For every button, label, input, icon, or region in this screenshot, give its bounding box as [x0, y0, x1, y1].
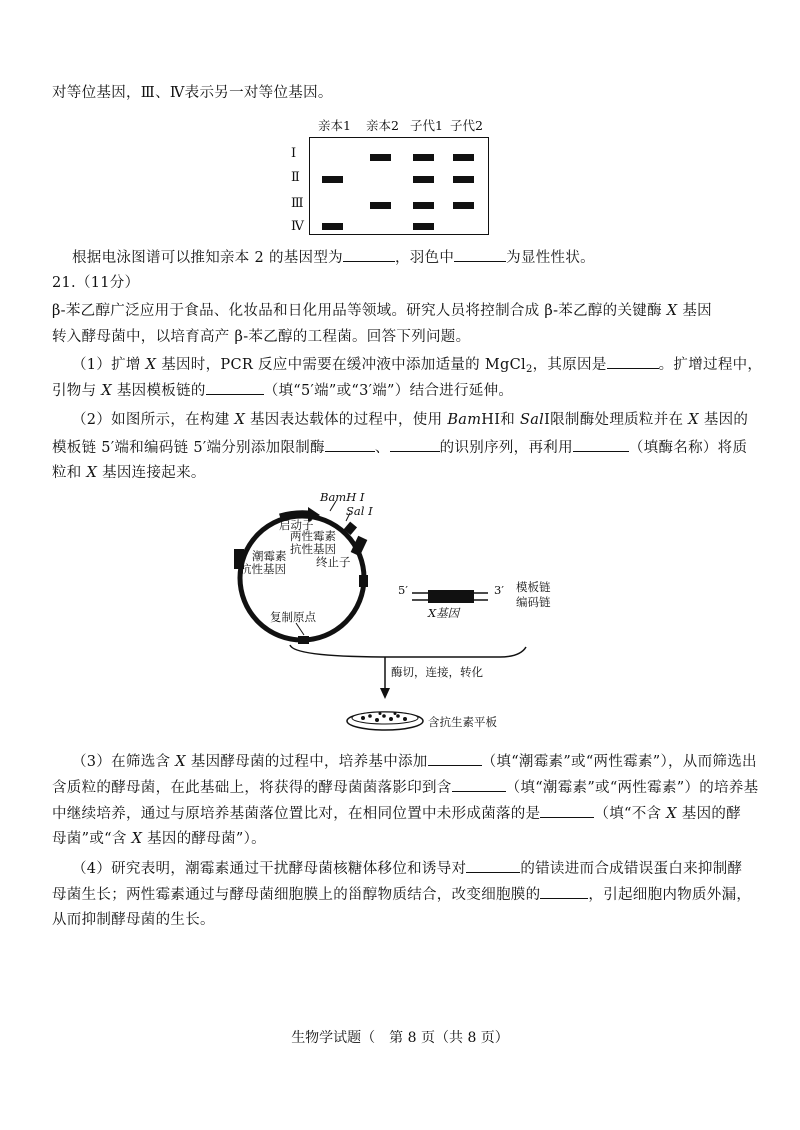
text: β-苯乙醇广泛应用于食品、化妆品和日化用品等领域。研究人员将控制合成 β-苯乙醇的关键酶: [52, 303, 662, 319]
text: X: [688, 412, 699, 428]
text: 基因的酵: [681, 806, 741, 822]
text: X: [145, 357, 157, 373]
origin-block: [298, 636, 309, 644]
text: 。扩增过程中，: [658, 357, 763, 373]
gel-band: [453, 176, 474, 183]
gel-band: [453, 154, 474, 161]
text: （填“不含: [594, 806, 662, 822]
text: 基因: [682, 303, 712, 319]
answer-blank[interactable]: [607, 354, 659, 369]
text: 含质粒的酵母菌，在此基础上，将获得的酵母菌菌落影印到含: [52, 780, 452, 796]
text: 的错读进而合成错误蛋白来抑制酵: [520, 861, 743, 877]
answer-blank[interactable]: [206, 380, 264, 395]
gel-band: [453, 202, 474, 209]
colony: [368, 714, 372, 718]
colony: [403, 717, 407, 721]
text: 基因酵母菌的过程中，培养基中添加: [190, 754, 428, 770]
q21-part4-line3: 从而抑制酵母菌的生长。: [52, 912, 215, 928]
label-template-strand: 模板链: [516, 580, 551, 594]
label-hygromycin-1: 潮霉素: [252, 549, 287, 563]
label-bamhi: BamH Ⅰ: [320, 490, 365, 504]
gel-header-parent2: 亲本2: [366, 118, 399, 133]
text: （填“5′端”或“3′端”）结合进行延伸。: [263, 383, 514, 399]
label-coding-strand: 编码链: [516, 595, 551, 609]
text: 基因时，PCR 反应中需要在缓冲液中添加适量的 MgCl: [161, 357, 526, 373]
gel-band: [413, 176, 434, 183]
text: Ⅰ限制酶处理质粒并在: [544, 412, 684, 428]
text: 基因模板链的: [116, 383, 206, 399]
gel-band: [322, 223, 343, 230]
q21-part1-line2: [52, 380, 513, 401]
question-number: 21.（11分）: [52, 275, 140, 291]
text: ，其原因是: [532, 357, 607, 373]
text: ，引起细胞内物质外漏，: [588, 887, 752, 903]
text: 母菌生长；两性霉素通过与酵母菌细胞膜上的甾醇物质结合，改变细胞膜的: [52, 887, 541, 903]
label-origin: 复制原点: [270, 610, 316, 624]
text: 根据电泳图谱可以推知亲本 2 的基因型为: [72, 250, 343, 266]
answer-blank[interactable]: [325, 437, 375, 452]
colony: [396, 714, 400, 718]
gel-header-parent1: 亲本1: [318, 118, 351, 133]
gel-band: [413, 202, 434, 209]
text: 2: [525, 364, 533, 375]
text: （4）研究表明，潮霉素通过干扰酵母菌核糖体移位和诱导对: [72, 861, 467, 877]
text: 的识别序列，再利用: [439, 440, 573, 456]
q21-part2-line3: [52, 463, 206, 483]
label-amphotericin-1: 两性霉素: [290, 529, 336, 543]
text: （填“潮霉素”或“两性霉素”）的培养基: [505, 780, 759, 796]
gel-band: [370, 154, 391, 161]
text: （填“潮霉素”或“两性霉素”），从而筛选出: [481, 754, 757, 770]
text: Sal: [519, 412, 545, 428]
gel-band: [413, 223, 434, 230]
page-footer: 生物学试题（ 第 8 页（共 8 页）: [291, 1030, 509, 1046]
colony: [394, 712, 397, 715]
q21-part3-line4: [52, 829, 266, 849]
text: X: [666, 303, 678, 319]
label-plate: 含抗生素平板: [428, 715, 497, 729]
label-three-prime: 3′: [494, 583, 504, 597]
gel-band: [370, 202, 391, 209]
q21-part3-line3: [52, 803, 741, 824]
q21-intro-2: 转入酵母菌中，以培育高产 β-苯乙醇的工程菌。回答下列问题。: [52, 329, 471, 345]
text: ，羽色中: [394, 250, 455, 266]
text: 中继续培养，通过与原培养基菌落位置比对，在相同位置中未形成菌落的是: [52, 806, 541, 822]
answer-blank[interactable]: [428, 751, 482, 766]
text: Bam: [447, 412, 482, 428]
text: H: [481, 412, 495, 428]
gel-band: [322, 176, 343, 183]
label-promoter: 启动子: [279, 518, 314, 532]
colony: [389, 717, 393, 721]
label-x-gene: X基因: [428, 606, 460, 620]
gel-box: [309, 137, 489, 235]
gel-row-label-3: Ⅲ: [291, 196, 304, 211]
q20-conclusion: [72, 247, 595, 268]
text: X: [234, 412, 246, 428]
answer-blank[interactable]: [452, 777, 506, 792]
gel-row-label-4: Ⅳ: [291, 219, 304, 234]
text: X: [175, 754, 186, 770]
answer-blank[interactable]: [390, 437, 440, 452]
answer-blank[interactable]: [540, 803, 594, 818]
q21-part2-line2: [52, 437, 747, 458]
colony: [375, 718, 379, 722]
answer-blank[interactable]: [540, 884, 588, 899]
text: Ⅰ和: [494, 412, 516, 428]
text: X: [101, 383, 112, 399]
label-five-prime: 5′: [398, 583, 408, 597]
process-arrowhead: [380, 688, 390, 699]
answer-blank[interactable]: [573, 437, 629, 452]
text: （3）在筛选含: [72, 754, 171, 770]
terminator-block: [359, 575, 368, 587]
brace: [290, 645, 526, 657]
text: 基因表达载体的过程中，使用: [250, 412, 443, 428]
q21-part3-line1: [72, 751, 757, 772]
q21-intro-1: [52, 301, 712, 321]
q21-part3-line2: [52, 777, 758, 798]
text: X: [666, 806, 677, 822]
colony: [382, 714, 386, 718]
label-process: 酶切，连接，转化: [391, 665, 483, 679]
colony: [379, 712, 382, 715]
label-amphotericin-2: 抗性基因: [290, 542, 336, 556]
text-line-carryover: 对等位基因，Ⅲ、Ⅳ表示另一对等位基因。: [52, 85, 333, 101]
gel-header-child1: 子代1: [410, 118, 443, 133]
answer-blank[interactable]: [454, 247, 506, 262]
label-hygromycin-2: 抗性基因: [240, 562, 286, 576]
label-terminator: 终止子: [316, 555, 351, 569]
colony: [361, 716, 365, 720]
x-gene-block: [428, 590, 474, 603]
promoter-arrow: [280, 514, 308, 517]
leader-line: [296, 623, 304, 635]
text: （填酶名称）将质: [628, 440, 748, 456]
text: X: [131, 831, 143, 847]
q21-part1-line1: [72, 354, 762, 380]
answer-blank[interactable]: [466, 858, 520, 873]
q21-part4-line2: [52, 884, 751, 905]
label-sali: Sal Ⅰ: [346, 504, 373, 518]
gel-band: [413, 154, 434, 161]
text: （1）扩增: [72, 357, 141, 373]
gel-row-label-2: Ⅱ: [291, 170, 300, 185]
text: 引物与: [52, 383, 97, 399]
q21-part4-line1: [72, 858, 742, 879]
text: （2）如图所示，在构建: [72, 412, 230, 428]
text: 、: [374, 440, 390, 456]
answer-blank[interactable]: [343, 247, 395, 262]
text: 粒和: [52, 465, 82, 481]
text: 基因的酵母菌”）。: [147, 831, 266, 847]
gel-header-child2: 子代2: [450, 118, 483, 133]
q21-part2-line1: [72, 410, 748, 430]
text: 基因连接起来。: [102, 465, 206, 481]
text: 基因的: [703, 412, 749, 428]
gel-row-label-1: Ⅰ: [291, 146, 297, 161]
text: 为显性性状。: [506, 250, 595, 266]
text: X: [86, 465, 98, 481]
text: 母菌”或“含: [52, 831, 127, 847]
text: 模板链 5′端和编码链 5′端分别添加限制酶: [52, 440, 325, 456]
